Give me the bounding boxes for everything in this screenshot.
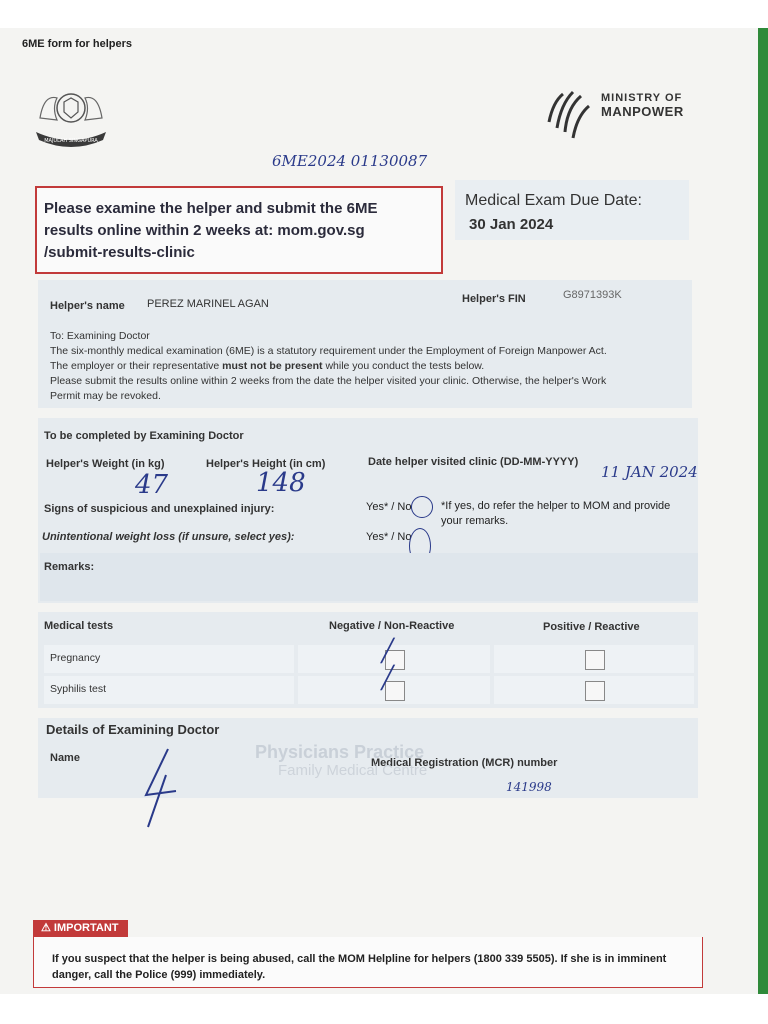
helper-fin-value: G8971393K [563, 289, 622, 301]
test-name-syphilis: Syphilis test [50, 683, 107, 695]
to-doctor-line3a: The employer or their representative [50, 360, 223, 372]
pregnancy-positive-checkbox [585, 650, 605, 670]
to-doctor-line3c: while you conduct the tests below. [322, 360, 485, 372]
to-doctor-emphasis: must not be present [222, 360, 323, 372]
to-doctor-line4: Please submit the results online within 2 weeks from the date the helper visited your clinic. Otherwise, the helper's Work [50, 375, 607, 387]
table-row-syphilis [44, 666, 694, 704]
background-edge [758, 28, 768, 994]
helper-name-value: PEREZ MARINEL AGAN [147, 298, 269, 310]
weight-value: 47 [135, 470, 169, 500]
doctor-name-label: Name [50, 752, 80, 764]
injury-options: Yes* / No [366, 501, 412, 513]
test-name-pregnancy: Pregnancy [50, 652, 101, 664]
table-row-pregnancy [44, 639, 694, 673]
to-doctor-line1: To: Examining Doctor [50, 330, 150, 342]
important-tag [33, 920, 128, 937]
remarks-label: Remarks: [44, 561, 95, 573]
logo-line1: MINISTRY OF [601, 92, 683, 104]
weight-label: Helper's Weight (in kg) [46, 458, 165, 470]
clinic-stamp-line2: Family Medical Centre [278, 762, 428, 779]
mcr-label: Medical Registration (MCR) number [371, 757, 558, 769]
height-label: Helper's Height (in cm) [206, 458, 326, 470]
doctor-section-title: To be completed by Examining Doctor [44, 430, 244, 442]
remarks-field [40, 553, 698, 601]
visit-date-value: 11 JAN 2024 [601, 463, 698, 481]
important-text: If you suspect that the helper is being abused, call the MOM Helpline for helpers (1800 339 5505). If she is in imminent danger, call the Police (999) immediately. [52, 953, 667, 981]
helper-name-label: Helper's name [50, 300, 125, 312]
important-box [33, 937, 703, 988]
positive-header: Positive / Reactive [543, 621, 640, 633]
due-date-box [455, 180, 689, 240]
weight-loss-options: Yes* / No [366, 531, 412, 543]
handwritten-reference-number: 6ME2024 01130087 [272, 152, 428, 170]
to-doctor-line2: The six-monthly medical examination (6ME) is a statutory requirement under the Employment of Foreign Manpower Act. [50, 345, 607, 357]
logo-line2: MANPOWER [601, 104, 684, 119]
injury-label: Signs of suspicious and unexplained injury: [44, 503, 275, 515]
height-value: 148 [256, 468, 306, 498]
doctor-signature-icon [140, 745, 180, 830]
due-date-label: Medical Exam Due Date: [465, 192, 642, 209]
weight-loss-label: Unintentional weight loss (if unsure, select yes): [42, 531, 295, 543]
instruction-line2: results online within 2 weeks at: mom.gov.sg [44, 222, 365, 239]
clinic-stamp-line1: Physicians Practice [255, 742, 425, 762]
due-date-value: 30 Jan 2024 [469, 216, 554, 233]
important-tag-label: IMPORTANT [53, 922, 119, 934]
instruction-line1: Please examine the helper and submit the 6ME [44, 200, 378, 217]
to-doctor-line3 [50, 359, 670, 374]
syphilis-negative-tick-icon: ╱ [381, 666, 395, 691]
if-yes-note: *If yes, do refer the helper to MOM and provide your remarks. [441, 500, 671, 527]
singapore-crest-icon [30, 78, 112, 150]
to-doctor-line5: Permit may be revoked. [50, 390, 161, 402]
mcr-value: 141998 [506, 780, 552, 794]
mom-logo-icon [543, 82, 599, 142]
negative-header: Negative / Non-Reactive [329, 620, 455, 632]
instruction-line3: /submit-results-clinic [44, 244, 195, 261]
instruction-box [35, 186, 443, 274]
form-title: 6ME form for helpers [22, 38, 133, 50]
examining-doctor-title: Details of Examining Doctor [46, 722, 220, 737]
visit-date-label: Date helper visited clinic (DD-MM-YYYY) [368, 456, 579, 468]
injury-no-circle [411, 496, 433, 518]
crest-motto: MAJULAH SINGAPURA [44, 138, 98, 144]
syphilis-positive-checkbox [585, 681, 605, 701]
pregnancy-negative-tick-icon: ╱ [381, 639, 395, 664]
medical-tests-header: Medical tests [44, 620, 114, 632]
helper-fin-label: Helper's FIN [462, 293, 526, 305]
to-doctor-text [50, 329, 670, 404]
warning-icon: ⚠ [41, 922, 54, 934]
mom-logo [543, 82, 693, 142]
